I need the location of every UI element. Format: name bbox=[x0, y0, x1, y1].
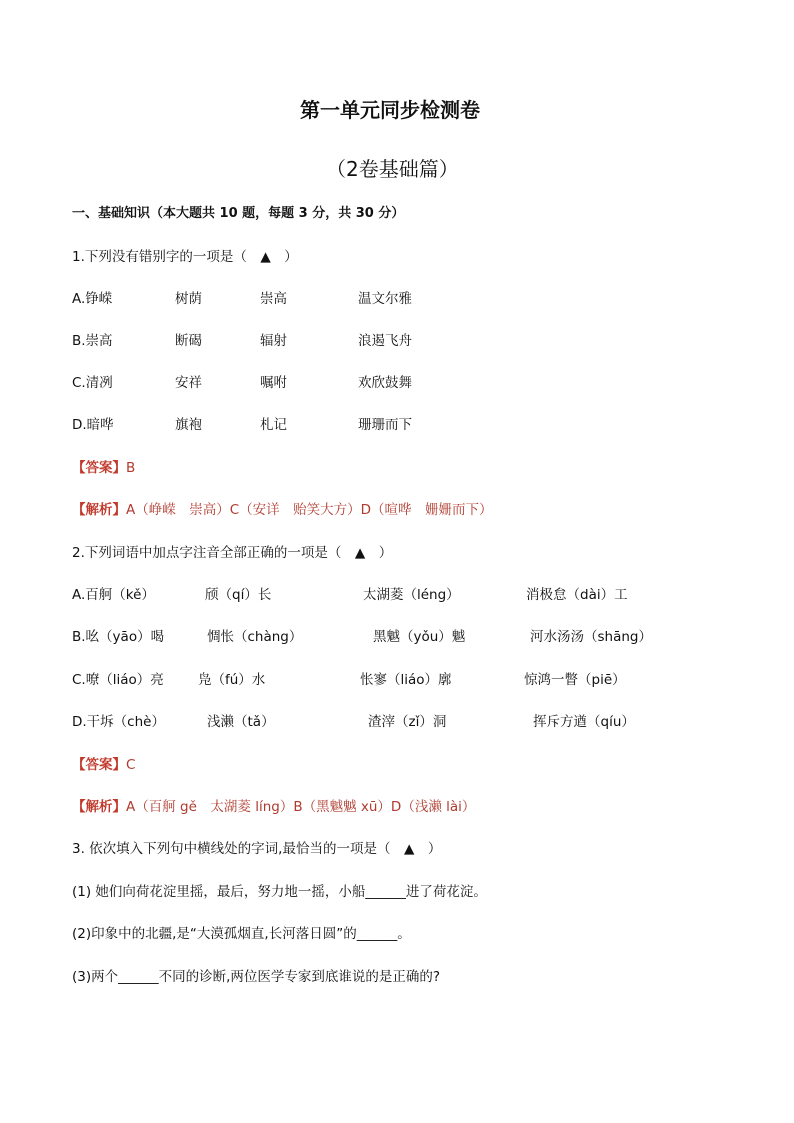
q1-option-c-3: 嘱咐 bbox=[260, 375, 287, 391]
q1-answer bbox=[72, 456, 135, 476]
q2-option-b-1: B.吆（yāo）喝 bbox=[72, 629, 165, 645]
answer-value: C bbox=[126, 757, 136, 773]
q3-sentence-2: (2)印象中的北疆,是“大漠孤烟直,长河落日圆”的______。 bbox=[72, 926, 411, 942]
q2-answer bbox=[72, 753, 135, 773]
q1-option-a-2: 树荫 bbox=[175, 291, 202, 307]
q2-option-a-2: 颀（qí）长 bbox=[205, 587, 272, 603]
page-subtitle: （2卷基础篇） bbox=[326, 157, 459, 181]
question-1-stem: 1.下列没有错别字的一项是（ ▲ ） bbox=[72, 249, 298, 265]
analysis-label: 【解析】 bbox=[72, 799, 126, 815]
q1-option-d-1: D.暗哗 bbox=[72, 417, 114, 433]
answer-value: B bbox=[126, 460, 136, 476]
q2-option-b-3: 黑魆（yǒu）魆 bbox=[373, 629, 466, 645]
q2-option-c-4: 惊鸿一瞥（piē） bbox=[524, 672, 626, 688]
page-title: 第一单元同步检测卷 bbox=[300, 98, 480, 122]
analysis-label: 【解析】 bbox=[72, 502, 126, 518]
q1-option-b-1: B.崇高 bbox=[72, 333, 113, 349]
q2-option-c-3: 怅寥（liáo）廓 bbox=[360, 672, 452, 688]
answer-label: 【答案】 bbox=[72, 757, 126, 773]
analysis-text: A（百舸 gě 太湖菱 líng）B（黑魆魆 xū）D（浅濑 lài） bbox=[126, 799, 476, 815]
analysis-text: A（峥嵘 崇高）C（安详 贻笑大方）D（喧哗 姗姗而下） bbox=[126, 502, 493, 518]
section-heading: 一、基础知识（本大题共 10 题，每题 3 分，共 30 分） bbox=[72, 206, 405, 221]
q2-option-b-4: 河水汤汤（shāng） bbox=[530, 629, 652, 645]
q2-option-d-4: 挥斥方遒（qíu） bbox=[533, 714, 635, 730]
question-2-stem: 2.下列词语中加点字注音全部正确的一项是（ ▲ ） bbox=[72, 545, 393, 561]
q2-option-a-1: A.百舸（kě） bbox=[72, 587, 155, 603]
question-3-stem: 3. 依次填入下列句中横线处的字词,最恰当的一项是（ ▲ ） bbox=[72, 841, 442, 857]
q3-sentence-3: (3)两个______不同的诊断,两位医学专家到底谁说的是正确的? bbox=[72, 969, 441, 985]
q1-option-b-2: 断碣 bbox=[175, 333, 202, 349]
q1-option-a-4: 温文尔雅 bbox=[358, 291, 412, 307]
q1-option-a-1: A.铮嵘 bbox=[72, 291, 113, 307]
q2-option-c-1: C.嘹（liáo）亮 bbox=[72, 672, 164, 688]
q2-option-d-2: 浅濑（tǎ） bbox=[207, 714, 275, 730]
q1-option-c-4: 欢欣鼓舞 bbox=[358, 375, 412, 391]
q1-option-b-3: 辐射 bbox=[260, 333, 287, 349]
q3-sentence-1: (1) 她们向荷花淀里摇，最后，努力地一摇，小船______进了荷花淀。 bbox=[72, 884, 487, 900]
q2-option-d-3: 渣滓（zǐ）洞 bbox=[368, 714, 447, 730]
q2-option-b-2: 惆怅（chàng） bbox=[207, 629, 303, 645]
answer-label: 【答案】 bbox=[72, 460, 126, 476]
q1-option-c-2: 安祥 bbox=[175, 375, 202, 391]
q1-option-d-2: 旗袍 bbox=[175, 417, 202, 433]
q1-option-d-3: 札记 bbox=[260, 417, 287, 433]
q1-option-d-4: 珊珊而下 bbox=[358, 417, 412, 433]
q1-analysis bbox=[72, 498, 493, 518]
q1-option-a-3: 崇高 bbox=[260, 291, 287, 307]
q1-option-b-4: 浪遏飞舟 bbox=[358, 333, 412, 349]
q2-option-c-2: 凫（fú）水 bbox=[198, 672, 266, 688]
q2-option-a-4: 消极怠（dài）工 bbox=[526, 587, 628, 603]
q2-option-d-1: D.干坼（chè） bbox=[72, 714, 165, 730]
q2-analysis bbox=[72, 795, 475, 815]
q1-option-c-1: C.清冽 bbox=[72, 375, 113, 391]
q2-option-a-3: 太湖菱（léng） bbox=[363, 587, 460, 603]
